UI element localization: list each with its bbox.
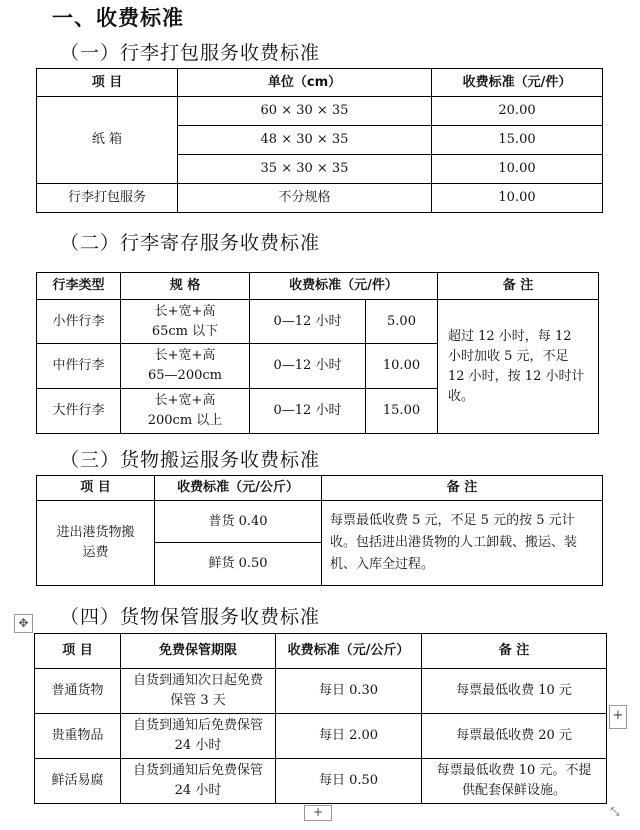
table-move-handle-icon[interactable]: ✥ — [14, 614, 33, 633]
table-header: 免费保管期限 — [121, 634, 276, 669]
price-cell: 每日 0.30 — [276, 669, 422, 714]
period-cell: 自货到通知后免费保管 24 小时 — [121, 759, 276, 804]
price-cell: 15.00 — [432, 126, 603, 155]
table-header: 备 注 — [422, 634, 607, 669]
price-cell: 普货 0.40 — [155, 501, 322, 543]
item-cell: 普通货物 — [35, 669, 121, 714]
handling-note-cell: 每票最低收费 5 元，不足 5 元的按 5 元计收。包括进出港货物的人工卸载、搬运、装机、入库全过程。 — [322, 501, 603, 586]
price-cell: 10.00 — [432, 184, 603, 213]
time-cell: 0—12 小时 — [250, 389, 366, 434]
table-header: 收费标准（元/件） — [250, 273, 438, 300]
size-cell: 35 × 30 × 35 — [178, 155, 432, 184]
spec-cell — [121, 300, 250, 344]
price-cell: 每日 2.00 — [276, 714, 422, 759]
custody-fee-table — [34, 633, 607, 804]
section-heading-storage: （二）行李寄存服务收费标准 — [60, 232, 321, 254]
section-heading-handling: （三）货物搬运服务收费标准 — [60, 449, 321, 471]
pack-label-cell: 行李打包服务 — [37, 184, 178, 213]
table-header: 规 格 — [121, 273, 250, 300]
section-heading-packing: （一）行李打包服务收费标准 — [60, 42, 321, 64]
add-column-button[interactable]: + — [609, 705, 627, 729]
item-cell: 贵重物品 — [35, 714, 121, 759]
item-cell: 鲜活易腐 — [35, 759, 121, 804]
page-title: 一、收费标准 — [52, 5, 184, 30]
spec-line: 长+宽+高 — [154, 393, 216, 408]
spec-cell — [121, 389, 250, 434]
period-cell: 自货到通知次日起免费保管 3 天 — [121, 669, 276, 714]
type-cell: 中件行李 — [37, 344, 121, 389]
type-cell: 大件行李 — [37, 389, 121, 434]
storage-fee-table — [36, 272, 599, 434]
price-cell: 10.00 — [366, 344, 438, 389]
table-header: 行李类型 — [37, 273, 121, 300]
handling-item-cell: 进出港货物搬运费 — [37, 501, 155, 586]
price-cell: 15.00 — [366, 389, 438, 434]
time-cell: 0—12 小时 — [250, 344, 366, 389]
spec-line: 65—200cm — [148, 368, 222, 383]
table-header: 项 目 — [37, 476, 155, 501]
box-label-cell: 纸 箱 — [37, 97, 178, 184]
price-cell: 每日 0.50 — [276, 759, 422, 804]
note-cell: 每票最低收费 20 元 — [422, 714, 607, 759]
packing-fee-table — [36, 68, 603, 213]
table-header: 项 目 — [37, 69, 178, 97]
time-cell: 0—12 小时 — [250, 300, 366, 344]
section-heading-custody: （四）货物保管服务收费标准 — [60, 606, 321, 628]
spec-line: 200cm 以上 — [147, 413, 223, 428]
table-header: 项 目 — [35, 634, 121, 669]
size-cell: 48 × 30 × 35 — [178, 126, 432, 155]
table-header: 单位（cm） — [178, 69, 432, 97]
table-header: 备 注 — [438, 273, 599, 300]
spec-line: 长+宽+高 — [154, 348, 216, 363]
price-cell: 20.00 — [432, 97, 603, 126]
type-cell: 小件行李 — [37, 300, 121, 344]
add-row-button[interactable]: + — [304, 805, 332, 821]
size-cell: 不分规格 — [178, 184, 432, 213]
storage-note-cell: 超过 12 小时，每 12 小时加收 5 元，不足 12 小时，按 12 小时计收。 — [438, 300, 599, 434]
spec-line: 65cm 以下 — [151, 323, 219, 339]
table-header: 备 注 — [322, 476, 603, 501]
note-cell: 每票最低收费 10 元 — [422, 669, 607, 714]
spec-cell — [121, 344, 250, 389]
note-cell: 每票最低收费 10 元。不提供配套保鲜设施。 — [422, 759, 607, 804]
size-cell: 60 × 30 × 35 — [178, 97, 432, 126]
table-header: 收费标准（元/公斤） — [276, 634, 422, 669]
handling-fee-table — [36, 475, 603, 586]
price-cell: 鲜货 0.50 — [155, 543, 322, 586]
table-header: 收费标准（元/公斤） — [155, 476, 322, 501]
table-resize-icon[interactable]: ⤡ — [610, 805, 620, 818]
price-cell: 5.00 — [366, 300, 438, 344]
price-cell: 10.00 — [432, 155, 603, 184]
spec-line: 长+宽+高 — [154, 303, 216, 319]
period-cell: 自货到通知后免费保管 24 小时 — [121, 714, 276, 759]
table-header: 收费标准（元/件） — [432, 69, 603, 97]
